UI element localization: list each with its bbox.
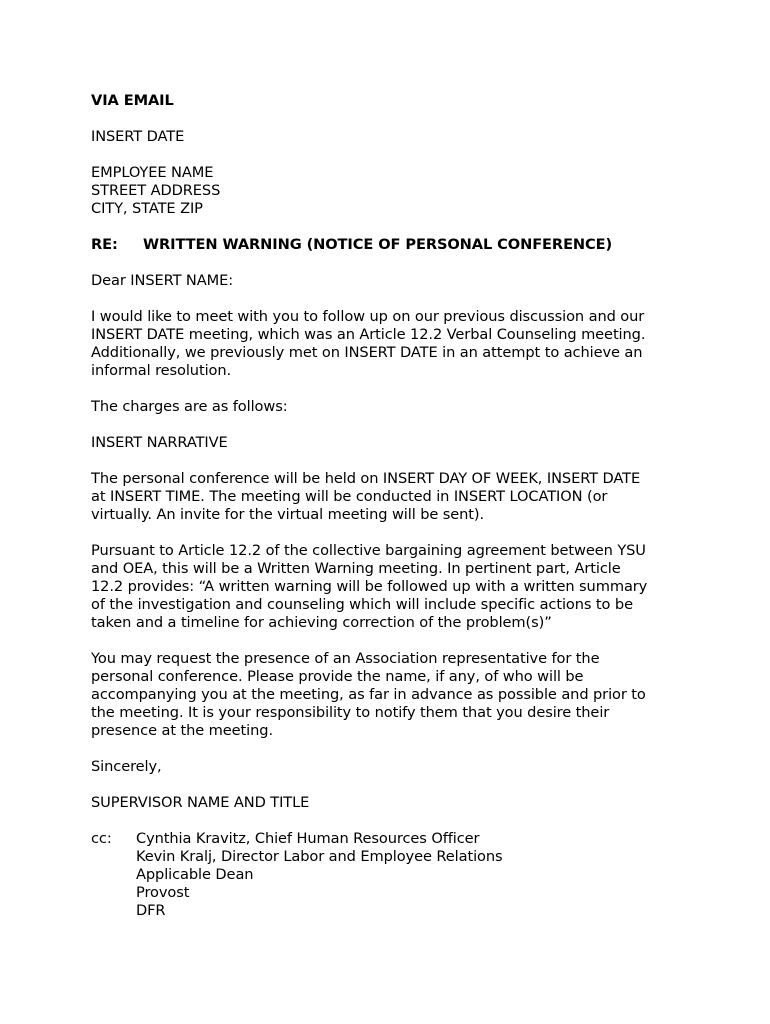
cc-recipient: Applicable Dean (136, 866, 254, 883)
cc-recipient: Provost (136, 884, 190, 901)
recipient-street: STREET ADDRESS (91, 182, 221, 199)
paragraph-conference (91, 470, 691, 524)
paragraph-representation (91, 650, 691, 740)
paragraph-line: of the investigation and counseling which will include specific actions to be (91, 596, 633, 613)
paragraph-charges (91, 398, 691, 416)
paragraph-line: at INSERT TIME. The meeting will be conducted in INSERT LOCATION (or (91, 488, 608, 505)
paragraph-line: You may request the presence of an Association representative for the (91, 650, 600, 667)
paragraph-line: accompanying you at the meeting, as far in advance as possible and prior to (91, 686, 646, 703)
recipient-address (91, 164, 691, 218)
paragraph-line: Additionally, we previously met on INSERT DATE in an attempt to achieve an (91, 344, 643, 361)
paragraph-meeting (91, 308, 691, 380)
delivery-method: VIA EMAIL (91, 92, 174, 109)
letter-date: INSERT DATE (91, 128, 185, 145)
letter-page (91, 92, 691, 920)
paragraph-line: informal resolution. (91, 362, 232, 379)
paragraph-line: personal conference. Please provide the name, if any, of who will be (91, 668, 584, 685)
paragraph-line: I would like to meet with you to follow up on our previous discussion and our (91, 308, 645, 325)
cc-recipient: DFR (136, 902, 166, 919)
paragraph-line: The charges are as follows: (91, 398, 288, 415)
paragraph-line: 12.2 provides: “A written warning will be followed up with a written summary (91, 578, 648, 595)
cc-recipient: Kevin Kralj, Director Labor and Employee Relations (136, 848, 503, 865)
cc-block (91, 830, 691, 920)
paragraph-line: INSERT NARRATIVE (91, 434, 228, 451)
recipient-name: EMPLOYEE NAME (91, 164, 214, 181)
paragraph-line: The personal conference will be held on INSERT DAY OF WEEK, INSERT DATE (91, 470, 641, 487)
paragraph-line: INSERT DATE meeting, which was an Article 12.2 Verbal Counseling meeting. (91, 326, 646, 343)
salutation: Dear INSERT NAME: (91, 272, 234, 289)
subject-line (91, 236, 691, 254)
paragraph-line: the meeting. It is your responsibility to notify them that you desire their (91, 704, 610, 721)
paragraph-line: taken and a timeline for achieving correction of the problem(s)” (91, 614, 552, 631)
closing: Sincerely, (91, 758, 162, 775)
paragraph-line: and OEA, this will be a Written Warning meeting. In pertinent part, Article (91, 560, 621, 577)
paragraph-line: virtually. An invite for the virtual meeting will be sent). (91, 506, 485, 523)
cc-recipient: Cynthia Kravitz, Chief Human Resources Officer (136, 830, 480, 847)
paragraph-narrative (91, 434, 691, 452)
cc-label: cc: (91, 830, 112, 847)
paragraph-line: Pursuant to Article 12.2 of the collective bargaining agreement between YSU (91, 542, 646, 559)
recipient-city: CITY, STATE ZIP (91, 200, 203, 217)
subject-label: RE: (91, 236, 118, 253)
paragraph-line: presence at the meeting. (91, 722, 273, 739)
signature: SUPERVISOR NAME AND TITLE (91, 794, 310, 811)
subject-text: WRITTEN WARNING (NOTICE OF PERSONAL CONFERENCE) (143, 236, 613, 253)
cc-list (136, 830, 503, 920)
paragraph-article (91, 542, 691, 632)
